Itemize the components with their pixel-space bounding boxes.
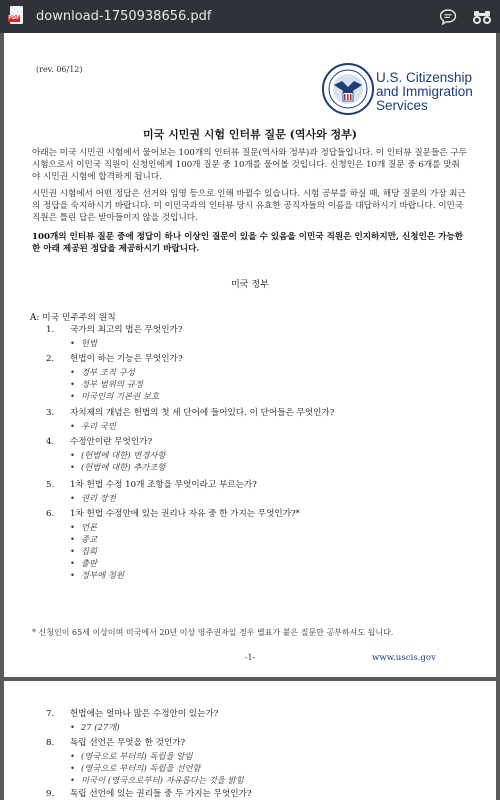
answer-4-1: • (헌법에 대한) 변경사항: [70, 449, 166, 461]
app-toolbar: [0, 0, 500, 33]
answer-7-1: • 27 (27개): [70, 721, 120, 733]
agency-line-1: U.S. Citizenship: [376, 70, 473, 85]
question-8: 8. 독립 선언은 무엇을 한 것인가?: [46, 738, 186, 748]
intro-paragraph-2: 시민권 시험에서 어떤 정답은 선거와 임명 등으로 인해 바뀔수 있습니다. 시험 공부를 하실 때, 해당 질문의 가장 최근의 정답을 숙지하시기 바랍니다. 미 이민국과의 인터뷰 당시 유효한 공직자들의 이름을 대답하시기 바랍니다. 이민국 직원은 틀린 답은 받아들이지 않을 것입니다.: [32, 189, 466, 223]
agency-name: [376, 71, 473, 113]
page-number: -1-: [244, 653, 256, 662]
document-title: 미국 시민권 시험 인터뷰 질문 (역사와 정부): [142, 128, 358, 141]
question-6: 6. 1차 헌법 수정안에 있는 권리나 자유 중 한 가지는 무엇인가?*: [46, 509, 300, 519]
pdf-tag: PDF: [8, 14, 20, 21]
binoculars-search-icon[interactable]: [472, 7, 492, 27]
pdf-page-2[interactable]: [4, 681, 496, 800]
dhs-seal-icon: [322, 63, 374, 115]
answer-4-2: • (헌법에 대한) 추가조항: [70, 461, 166, 473]
agency-line-3: Services: [376, 98, 428, 113]
intro-paragraph-1: 아래는 미국 시민권 시험에서 물어보는 100개의 인터뷰 질문(역사와 정부)과 정답들입니다. 이 인터뷰 질문들은 구두 시험으로서 이민국 직원이 신청인에게 100개 질문 중 10개를 물어볼 것입니다. 신청인은 10개 질문 중 6개를 맞춰야 시민권 시험에 합격하게 됩니다.: [32, 148, 467, 182]
answer-6-3: • 집회: [70, 545, 97, 557]
answer-2-2: • 정부 범위의 규정: [70, 378, 143, 390]
answer-8-2: • (영국으로 부터의) 독립을 선언함: [70, 762, 201, 774]
answer-8-3: • 미국이 (영국으로부터) 자유롭다는 것을 밝힘: [70, 774, 244, 786]
question-2: 2. 헌법이 하는 기능은 무엇인가?: [46, 354, 183, 364]
question-1: 1. 국가의 최고의 법은 무엇인가?: [46, 325, 183, 335]
answer-6-2: • 종교: [70, 533, 97, 545]
answer-6-1: • 언론: [70, 521, 97, 533]
question-4: 4. 수정안이란 무엇인가?: [46, 437, 153, 447]
pdf-file-icon: [8, 6, 26, 28]
answer-3-1: • 우리 국민: [70, 420, 116, 432]
file-name-title: download-1750938656.pdf: [36, 9, 212, 24]
answer-2-1: • 정부 조직 구성: [70, 366, 135, 378]
footnote: * 신청인이 65세 이상이며 미국에서 20년 이상 영주권자일 경우 별표가 붙은 질문만 공부하셔도 됩니다.: [32, 628, 394, 637]
pdf-page-1[interactable]: [4, 33, 496, 677]
answer-6-5: • 정부에 청원: [70, 569, 124, 581]
website-link[interactable]: www.uscis.gov: [372, 653, 436, 663]
answer-8-1: • (영국으로 부터의) 독립을 알림: [70, 750, 193, 762]
notice-paragraph: 100개의 인터뷰 질문 중에 정답이 하나 이상인 질문이 있을 수 있음을 이민국 직원은 인지하지만, 신청인은 가능한 한 아래 제공된 정답을 제공하시기 바랍니다.: [32, 232, 464, 254]
comment-icon[interactable]: [438, 7, 458, 27]
question-7: 7. 헌법에는 얼마나 많은 수정안이 있는가?: [46, 709, 219, 719]
subsection-heading: A: 미국 민주주의 원칙: [30, 313, 116, 323]
revision-label: (rev. 06/12): [36, 65, 83, 74]
section-heading: 미국 정부: [231, 280, 269, 290]
answer-1-1: • 헌법: [70, 337, 97, 349]
question-9: 9. 독립 선언에 있는 권리들 중 두 가지는 무엇인가?: [46, 789, 252, 799]
question-3: 3. 자치제의 개념은 헌법의 첫 세 단어에 들어있다. 이 단어들은 무엇인가?: [46, 408, 335, 418]
answer-6-4: • 출판: [70, 557, 97, 569]
agency-line-2: and Immigration: [376, 84, 473, 99]
answer-2-3: • 미국인의 기본권 보호: [70, 390, 159, 402]
question-5: 5. 1차 헌법 수정 10개 조항을 무엇이라고 부르는가?: [46, 480, 257, 490]
answer-5-1: • 권리 장전: [70, 492, 116, 504]
